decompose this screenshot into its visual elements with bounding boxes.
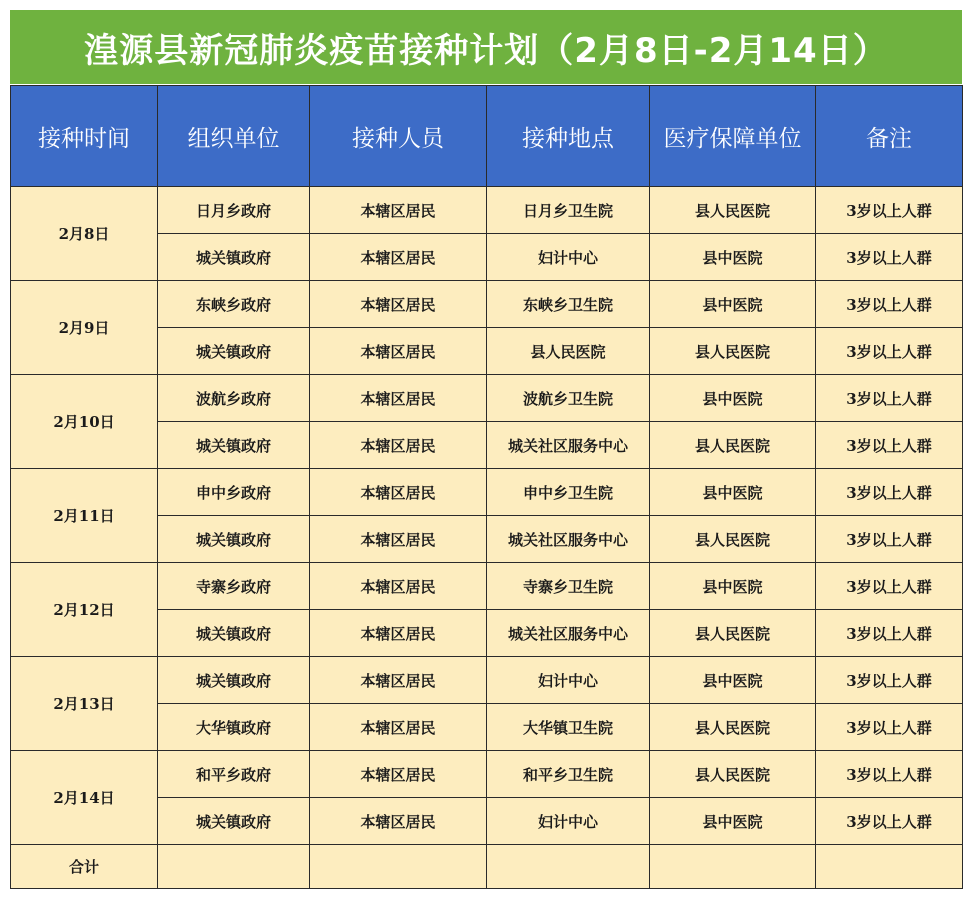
table-cell: 东峡乡政府 bbox=[158, 281, 310, 328]
table-cell: 本辖区居民 bbox=[310, 375, 487, 422]
total-label: 合计 bbox=[11, 845, 158, 889]
header-cell: 备注 bbox=[816, 86, 963, 187]
table-cell: 3岁以上人群 bbox=[816, 610, 963, 657]
table-cell: 本辖区居民 bbox=[310, 751, 487, 798]
table-cell: 3岁以上人群 bbox=[816, 657, 963, 704]
table-cell: 城关镇政府 bbox=[158, 422, 310, 469]
table-row bbox=[11, 187, 963, 234]
header-cell: 医疗保障单位 bbox=[650, 86, 816, 187]
table-cell: 和平乡政府 bbox=[158, 751, 310, 798]
date-cell: 2月8日 bbox=[11, 187, 158, 281]
table-cell: 3岁以上人群 bbox=[816, 751, 963, 798]
table-cell: 城关社区服务中心 bbox=[487, 516, 650, 563]
total-empty-cell bbox=[816, 845, 963, 889]
date-cell: 2月12日 bbox=[11, 563, 158, 657]
table-cell: 县人民医院 bbox=[650, 422, 816, 469]
table-cell: 3岁以上人群 bbox=[816, 563, 963, 610]
vaccination-plan-table bbox=[10, 85, 963, 889]
table-cell: 本辖区居民 bbox=[310, 234, 487, 281]
header-cell: 组织单位 bbox=[158, 86, 310, 187]
table-cell: 县人民医院 bbox=[487, 328, 650, 375]
table-cell: 寺寨乡卫生院 bbox=[487, 563, 650, 610]
table-cell: 寺寨乡政府 bbox=[158, 563, 310, 610]
table-cell: 申中乡卫生院 bbox=[487, 469, 650, 516]
table-cell: 县人民医院 bbox=[650, 187, 816, 234]
table-cell: 城关镇政府 bbox=[158, 328, 310, 375]
table-cell: 城关镇政府 bbox=[158, 657, 310, 704]
table-cell: 城关社区服务中心 bbox=[487, 610, 650, 657]
date-cell: 2月9日 bbox=[11, 281, 158, 375]
total-row bbox=[11, 845, 963, 889]
table-row bbox=[11, 375, 963, 422]
table-cell: 县人民医院 bbox=[650, 328, 816, 375]
table-cell: 3岁以上人群 bbox=[816, 328, 963, 375]
table-cell: 和平乡卫生院 bbox=[487, 751, 650, 798]
table-cell: 县中医院 bbox=[650, 469, 816, 516]
table-cell: 3岁以上人群 bbox=[816, 187, 963, 234]
table-row bbox=[11, 469, 963, 516]
table-cell: 妇计中心 bbox=[487, 234, 650, 281]
page-title: 湟源县新冠肺炎疫苗接种计划（2月8日-2月14日） bbox=[10, 10, 962, 84]
table-cell: 本辖区居民 bbox=[310, 657, 487, 704]
table-cell: 3岁以上人群 bbox=[816, 234, 963, 281]
table-cell: 日月乡卫生院 bbox=[487, 187, 650, 234]
table-cell: 本辖区居民 bbox=[310, 281, 487, 328]
table-cell: 本辖区居民 bbox=[310, 328, 487, 375]
table-cell: 3岁以上人群 bbox=[816, 469, 963, 516]
header-cell: 接种地点 bbox=[487, 86, 650, 187]
table-cell: 3岁以上人群 bbox=[816, 422, 963, 469]
table-cell: 本辖区居民 bbox=[310, 610, 487, 657]
table-header-row bbox=[11, 86, 963, 187]
header-cell: 接种时间 bbox=[11, 86, 158, 187]
table-cell: 县中医院 bbox=[650, 375, 816, 422]
total-empty-cell bbox=[487, 845, 650, 889]
table-cell: 本辖区居民 bbox=[310, 563, 487, 610]
table-cell: 3岁以上人群 bbox=[816, 281, 963, 328]
table-cell: 本辖区居民 bbox=[310, 187, 487, 234]
table-cell: 3岁以上人群 bbox=[816, 704, 963, 751]
table-cell: 妇计中心 bbox=[487, 657, 650, 704]
table-cell: 本辖区居民 bbox=[310, 704, 487, 751]
table-row bbox=[11, 657, 963, 704]
total-empty-cell bbox=[158, 845, 310, 889]
table-cell: 申中乡政府 bbox=[158, 469, 310, 516]
table-cell: 县人民医院 bbox=[650, 516, 816, 563]
date-cell: 2月11日 bbox=[11, 469, 158, 563]
date-cell: 2月14日 bbox=[11, 751, 158, 845]
table-row bbox=[11, 281, 963, 328]
table-cell: 县人民医院 bbox=[650, 704, 816, 751]
table-cell: 波航乡政府 bbox=[158, 375, 310, 422]
table-cell: 城关镇政府 bbox=[158, 610, 310, 657]
total-empty-cell bbox=[310, 845, 487, 889]
table-cell: 县中医院 bbox=[650, 563, 816, 610]
header-cell: 接种人员 bbox=[310, 86, 487, 187]
table-cell: 3岁以上人群 bbox=[816, 375, 963, 422]
date-cell: 2月13日 bbox=[11, 657, 158, 751]
table-row bbox=[11, 563, 963, 610]
table-cell: 本辖区居民 bbox=[310, 798, 487, 845]
table-cell: 3岁以上人群 bbox=[816, 516, 963, 563]
table-cell: 城关镇政府 bbox=[158, 234, 310, 281]
table-cell: 城关镇政府 bbox=[158, 798, 310, 845]
table-cell: 城关镇政府 bbox=[158, 516, 310, 563]
table-cell: 县中医院 bbox=[650, 234, 816, 281]
table-cell: 本辖区居民 bbox=[310, 422, 487, 469]
total-empty-cell bbox=[650, 845, 816, 889]
table-cell: 波航乡卫生院 bbox=[487, 375, 650, 422]
table-cell: 本辖区居民 bbox=[310, 469, 487, 516]
table-cell: 东峡乡卫生院 bbox=[487, 281, 650, 328]
table-row bbox=[11, 751, 963, 798]
table-cell: 县人民医院 bbox=[650, 610, 816, 657]
table-cell: 城关社区服务中心 bbox=[487, 422, 650, 469]
table-cell: 县人民医院 bbox=[650, 751, 816, 798]
table-cell: 县中医院 bbox=[650, 798, 816, 845]
table-cell: 县中医院 bbox=[650, 657, 816, 704]
table-cell: 妇计中心 bbox=[487, 798, 650, 845]
table-cell: 大华镇卫生院 bbox=[487, 704, 650, 751]
table-cell: 3岁以上人群 bbox=[816, 798, 963, 845]
table-cell: 本辖区居民 bbox=[310, 516, 487, 563]
table-cell: 大华镇政府 bbox=[158, 704, 310, 751]
table-cell: 县中医院 bbox=[650, 281, 816, 328]
table-body bbox=[11, 187, 963, 889]
date-cell: 2月10日 bbox=[11, 375, 158, 469]
table-cell: 日月乡政府 bbox=[158, 187, 310, 234]
